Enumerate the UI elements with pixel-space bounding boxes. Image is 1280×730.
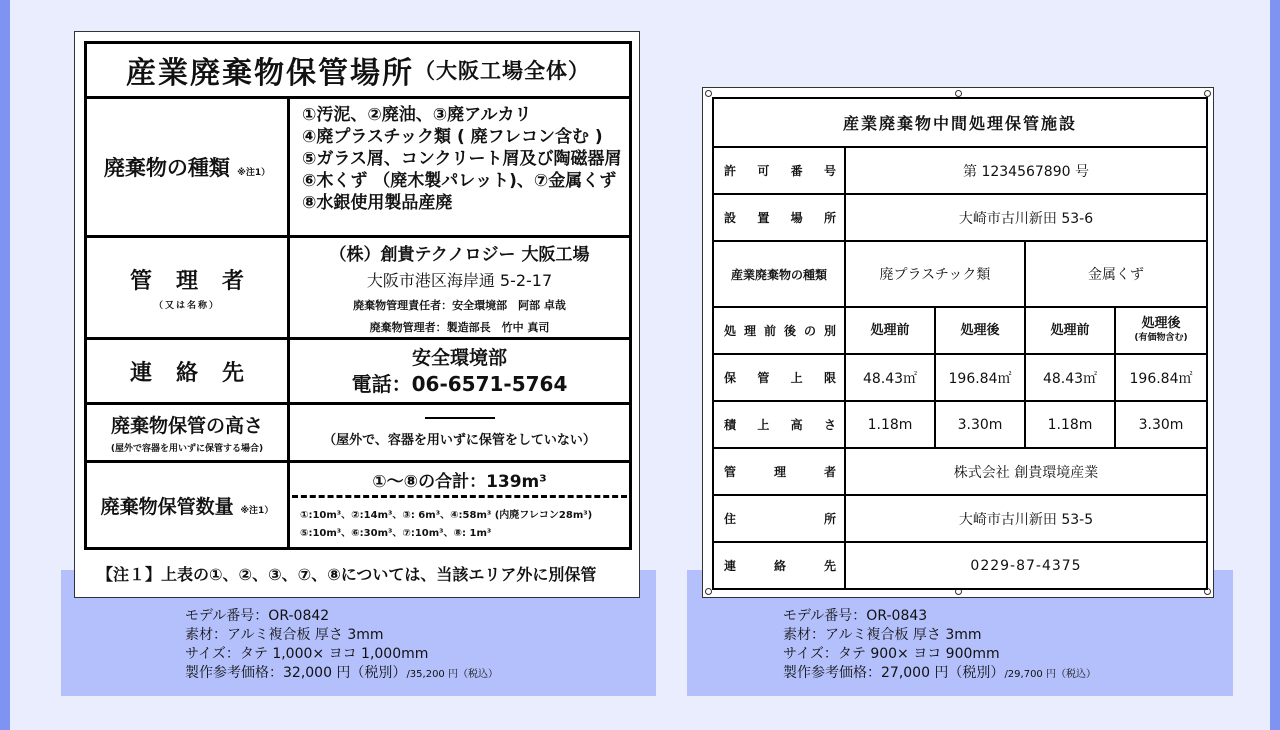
sign1-manager-value-cell: [290, 238, 629, 340]
sign2-limit-value: 196.84㎡: [1115, 354, 1207, 401]
sign1-type-item: ⑤ガラス屑、コンクリート屑及び陶磁器屑: [302, 149, 622, 169]
mount-hole: [705, 90, 712, 97]
spec1-model: モデル番号：OR-0842: [185, 608, 330, 624]
spec1-material: 素材：アルミ複合板 厚さ 3mm: [185, 627, 384, 643]
sign1-type-item: ⑧水銀使用製品産廃: [302, 193, 453, 213]
sign2-stage-after2-sub: (有価物含む): [1134, 332, 1188, 343]
sign2-location-value: 大崎市古川新田 53-6: [845, 194, 1207, 241]
sign2-manager-value: 株式会社 創貴環境産業: [845, 448, 1207, 495]
sign1-contact-label-cell: [87, 340, 290, 405]
sign-product-or-0843[interactable]: [702, 87, 1214, 598]
sign2-limit-label: 保管上限: [713, 354, 845, 401]
sign2-stage-after2: 処理後: [1141, 315, 1181, 331]
sign1-qty-total: ①～⑧の合計：139m³: [372, 471, 547, 492]
sign1-footnote: 【注１】上表の①、②、③、⑦、⑧については、当該エリア外に別保管: [97, 565, 597, 584]
sign2-limit-value: 48.43㎡: [845, 354, 935, 401]
sign1-types-value-cell: [290, 99, 629, 238]
sign1-manager-responsible: 廃棄物管理責任者：安全環境部 阿部 卓哉: [353, 299, 566, 312]
sign1-title-main: 産業廃棄物保管場所: [126, 56, 414, 91]
sign1-qty-separator: [292, 495, 627, 498]
sign2-permit-value: 第 1234567890 号: [845, 147, 1207, 194]
sign1-manager-label: 管理者: [129, 269, 268, 294]
sign1-contact-phone: 電話：06-6571-5764: [351, 372, 568, 396]
mount-hole: [955, 90, 962, 97]
sign2-address-label: 住所: [713, 495, 845, 542]
spec1-price: 製作参考価格：32,000 円（税別）: [185, 665, 407, 681]
sign1-manager-label-cell: [87, 238, 290, 340]
sign2-stage-label: 処理前後の別: [713, 307, 845, 354]
spec1-price-tax: /35,200 円（税込）: [406, 669, 498, 680]
sign1-manager-company: （株）創貴テクノロジー 大阪工場: [329, 245, 590, 265]
sign1-height-label-cell: [87, 405, 290, 463]
sign1-qty-line: ①:10m³、②:14m³、③: 6m³、④:58m³ (内廃フレコン28m³): [300, 510, 593, 521]
sign1-types-label: 廃棄物の種類: [103, 156, 230, 180]
sign1-qty-detail: [300, 507, 592, 543]
sign1-height-dash: [425, 417, 495, 419]
sign2-type2: 金属くず: [1025, 241, 1207, 307]
sign2-manager-label: 管理者: [713, 448, 845, 495]
sign2-types-label: 産業廃棄物の種類: [713, 241, 845, 307]
spec-text-1: [185, 607, 498, 684]
sign2-title: 産業廃棄物中間処理保管施設: [713, 98, 1207, 147]
sign1-types-label-cell: [87, 99, 290, 238]
spec2-price: 製作参考価格：27,000 円（税別）: [783, 665, 1005, 681]
left-accent-stripe: [0, 0, 10, 730]
sign1-manager-admin: 廃棄物管理者：製造部長 竹中 真司: [369, 321, 550, 334]
sign2-stage-after-valuables: [1115, 307, 1207, 354]
sign2-height-value: 3.30m: [1115, 401, 1207, 448]
sign1-manager-sub: （又は名称）: [153, 301, 220, 311]
sign1-title: [87, 44, 629, 99]
spec2-size: サイズ：タテ 900× ヨコ 900mm: [783, 646, 1000, 662]
sign1-type-item: ①汚泥、②廃油、③廃アルカリ: [302, 105, 532, 125]
sign2-address-value: 大崎市古川新田 53-5: [845, 495, 1207, 542]
sign1-contact-value-cell: [290, 340, 629, 405]
sign2-type1: 廃プラスチック類: [845, 241, 1025, 307]
sign2-limit-value: 48.43㎡: [1025, 354, 1115, 401]
spec2-price-tax: /29,700 円（税込）: [1004, 669, 1096, 680]
sign2-stage-before: 処理前: [845, 307, 935, 354]
sign1-qty-value-cell: [290, 463, 629, 547]
sign1-contact-dept: 安全環境部: [411, 347, 507, 369]
sign1-title-sub: （大阪工場全体）: [414, 59, 590, 83]
spec2-material: 素材：アルミ複合板 厚さ 3mm: [783, 627, 982, 643]
sign1-qty-note: ※注1）: [240, 505, 274, 516]
sign2-height-label: 積上高さ: [713, 401, 845, 448]
mount-hole: [705, 588, 712, 595]
sign1-height-value-cell: [290, 405, 629, 463]
sign2-location-label: 設置場所: [713, 194, 845, 241]
sign1-contact-label: 連絡先: [129, 360, 268, 386]
sign1-height-label: 廃棄物保管の高さ: [110, 415, 263, 437]
sign2-contact-value: 0229-87-4375: [845, 542, 1207, 589]
sign1-height-sub: (屋外で容器を用いずに保管する場合): [110, 444, 264, 454]
spec2-model: モデル番号：OR-0843: [783, 608, 928, 624]
sign1-type-item: ⑥木くず （廃木製パレット)、⑦金属くず: [302, 171, 617, 191]
sign-product-or-0842[interactable]: [74, 31, 640, 598]
sign1-height-value: （屋外で、容器を用いずに保管をしていない）: [323, 433, 596, 448]
sign2-stage-after: 処理後: [935, 307, 1025, 354]
spec1-size: サイズ：タテ 1,000× ヨコ 1,000mm: [185, 646, 429, 662]
sign2-limit-value: 196.84㎡: [935, 354, 1025, 401]
sign1-type-item: ④廃プラスチック類 ( 廃フレコン含む ): [302, 127, 603, 147]
sign2-stage-before: 処理前: [1025, 307, 1115, 354]
right-accent-stripe: [1270, 0, 1280, 730]
sign1-qty-label-cell: [87, 463, 290, 547]
sign1-manager-address: 大阪市港区海岸通 5-2-17: [366, 271, 553, 290]
sign2-height-value: 1.18m: [845, 401, 935, 448]
sign2-contact-label: 連絡先: [713, 542, 845, 589]
sign1-qty-line: ⑤:10m³、⑥:30m³、⑦:10m³、⑧: 1m³: [300, 528, 492, 539]
sign2-height-value: 1.18m: [1025, 401, 1115, 448]
sign1-frame: [84, 41, 632, 550]
sign1-types-list: [290, 99, 629, 214]
sign1-qty-label: 廃棄物保管数量: [100, 495, 234, 518]
spec-text-2: [783, 607, 1096, 684]
sign2-height-value: 3.30m: [935, 401, 1025, 448]
mount-hole: [1204, 90, 1211, 97]
sign2-permit-label: 許可番号: [713, 147, 845, 194]
sign1-types-note: ※注1）: [237, 168, 271, 178]
sign2-table: [712, 97, 1208, 590]
